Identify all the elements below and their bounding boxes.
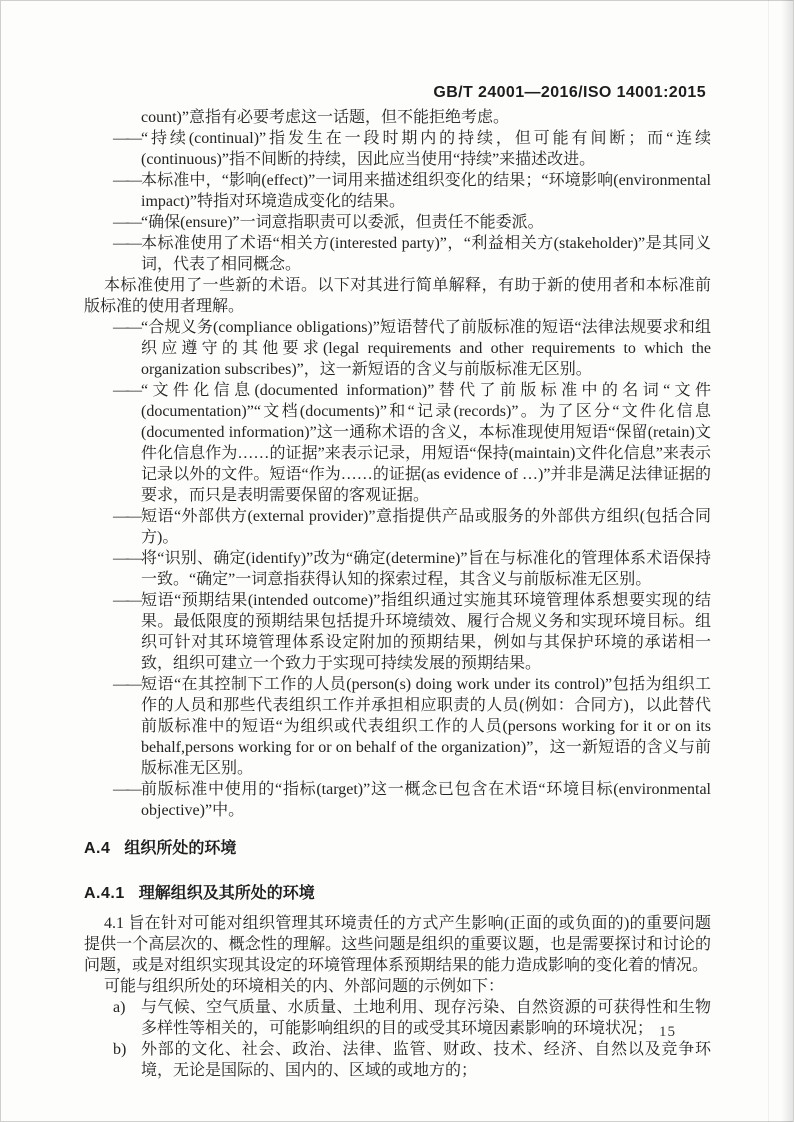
dash-marker: —— xyxy=(113,172,139,189)
note-text: 短语“在其控制下工作的人员(person(s) doing work under its control)”包括为组织工作的人员和那些代表组织工作并承担相应职责的人员(例如：合同方)，以此替代前版标准中的短语“为组织或代表组织工作的人员(persons working for it or on its behalf,persons working for or on behalf of the organization)”，这一新短语的含义与前版标准无区别。 xyxy=(141,676,711,777)
dash-marker: —— xyxy=(113,319,139,336)
note-text: “持续(continual)”指发生在一段时期内的持续，但可能有间断；而“连续(continuous)”指不间断的持续，因此应当使用“持续”来描述改进。 xyxy=(141,130,711,168)
standard-number-header: GB/T 24001—2016/ISO 14001:2015 xyxy=(433,84,706,101)
note-text: 前版标准中使用的“指标(target)”这一概念已包含在术语“环境目标(environmental objective)”中。 xyxy=(141,781,711,819)
continuation-line: count)”意指有必要考虑这一话题，但不能拒绝考虑。 xyxy=(141,109,509,126)
page-number: 15 xyxy=(659,1024,676,1040)
new-term-note xyxy=(84,590,711,674)
new-terms-intro-paragraph: 本标准使用了一些新的术语。以下对其进行简单解释，有助于新的使用者和本标准前版标准的使用者理解。 xyxy=(84,277,711,315)
section-title: 组织所处的环境 xyxy=(124,840,237,857)
note-text: 短语“预期结果(intended outcome)”指组织通过实施其环境管理体系想要实现的结果。最低限度的预期结果包括提升环境绩效、履行合规义务和实现环境目标。组织可针对其环境管理体系设定附加的预期结果，例如与其保护环境的承诺相一致，组织可建立一个致力于实现可持续发展的预期结果。 xyxy=(141,592,711,672)
dash-marker: —— xyxy=(113,235,139,252)
dash-marker: —— xyxy=(113,781,139,798)
list-marker: b) xyxy=(113,1041,127,1058)
list-item-text: 与气候、空气质量、水质量、土地利用、现存污染、自然资源的可获得性和生物多样性等相关的，可能影响组织的目的或受其环境因素影响的环境状况； xyxy=(141,999,711,1037)
note-text: 本标准使用了术语“相关方(interested party)”，“利益相关方(stakeholder)”是其同义词，代表了相同概念。 xyxy=(141,235,711,273)
dash-marker: —— xyxy=(113,130,139,147)
dash-marker: —— xyxy=(113,214,139,231)
new-term-note xyxy=(84,506,711,548)
note-text: 本标准中，“影响(effect)”一词用来描述组织变化的结果；“环境影响(environmental impact)”特指对环境造成变化的结果。 xyxy=(141,172,711,210)
list-item-a xyxy=(84,997,711,1039)
scan-artifact-line xyxy=(768,0,769,1122)
dash-marker: —— xyxy=(113,676,139,693)
note-text: 短语“外部供方(external provider)”意指提供产品或服务的外部供方组织(包括合同方)。 xyxy=(141,508,711,546)
note-text: “合规义务(compliance obligations)”短语替代了前版标准的短语“法律法规要求和组织应遵守的其他要求(legal requirements and other requirements to which the organization subscribes)”，这一新短语的含义与前版标准无区别。 xyxy=(141,319,711,378)
section-title: 理解组织及其所处的环境 xyxy=(138,885,315,902)
note-text: 将“识别、确定(identify)”改为“确定(determine)”旨在与标准化的管理体系术语保持一致。“确定”一词意指获得认知的探索过程，其含义与前版标准无区别。 xyxy=(141,550,711,588)
note-text: “文件化信息(documented information)”替代了前版标准中的名词“文件(documentation)”“文档(documents)”和“记录(records)”。为了区分“文件化信息(documented information)”这一通称术语的含义，本标准现使用短语“保留(retain)文件化信息作为……的证据”来表示记录，用短语“保持(maintain)文件化信息”来表示记录以外的文件。短语“作为……的证据(as evidence of …)”并非是满足法律证据的要求，而只是表明需要保留的客观证据。 xyxy=(141,382,711,504)
list-item-b xyxy=(84,1039,711,1081)
scan-shadow xyxy=(781,0,793,1122)
section-number: A.4 xyxy=(84,840,111,857)
dash-marker: —— xyxy=(113,508,139,525)
list-item-text: 外部的文化、社会、政治、法律、监管、财政、技术、经济、自然以及竞争环境，无论是国际的、国内的、区域的或地方的； xyxy=(141,1041,711,1079)
new-term-note xyxy=(84,779,711,821)
examples-intro-paragraph: 可能与组织所处的环境相关的内、外部问题的示例如下： xyxy=(104,978,505,995)
new-term-note xyxy=(84,317,711,380)
terminology-note xyxy=(84,233,711,275)
dash-marker: —— xyxy=(113,592,139,609)
new-term-note xyxy=(84,674,711,779)
section-heading-a4 xyxy=(84,838,711,859)
paragraph-4-1: 4.1 旨在针对可能对组织管理其环境责任的方式产生影响(正面的或负面的)的重要问题提供一个高层次的、概念性的理解。这些问题是组织的重要议题，也是需要探讨和讨论的问题，或是对组织实现其设定的环境管理体系预期结果的能力造成影响的变化着的情况。 xyxy=(84,915,711,974)
terminology-note xyxy=(84,128,711,170)
note-text: “确保(ensure)”一词意指职责可以委派，但责任不能委派。 xyxy=(141,214,544,231)
new-term-note xyxy=(84,548,711,590)
list-marker: a) xyxy=(113,999,126,1016)
dash-marker: —— xyxy=(113,550,139,567)
new-term-note xyxy=(84,380,711,506)
dash-marker: —— xyxy=(113,382,139,399)
terminology-note xyxy=(84,170,711,212)
terminology-note xyxy=(84,212,711,233)
section-number: A.4.1 xyxy=(84,885,125,902)
section-heading-a41 xyxy=(84,883,711,904)
page-body xyxy=(84,107,711,1081)
